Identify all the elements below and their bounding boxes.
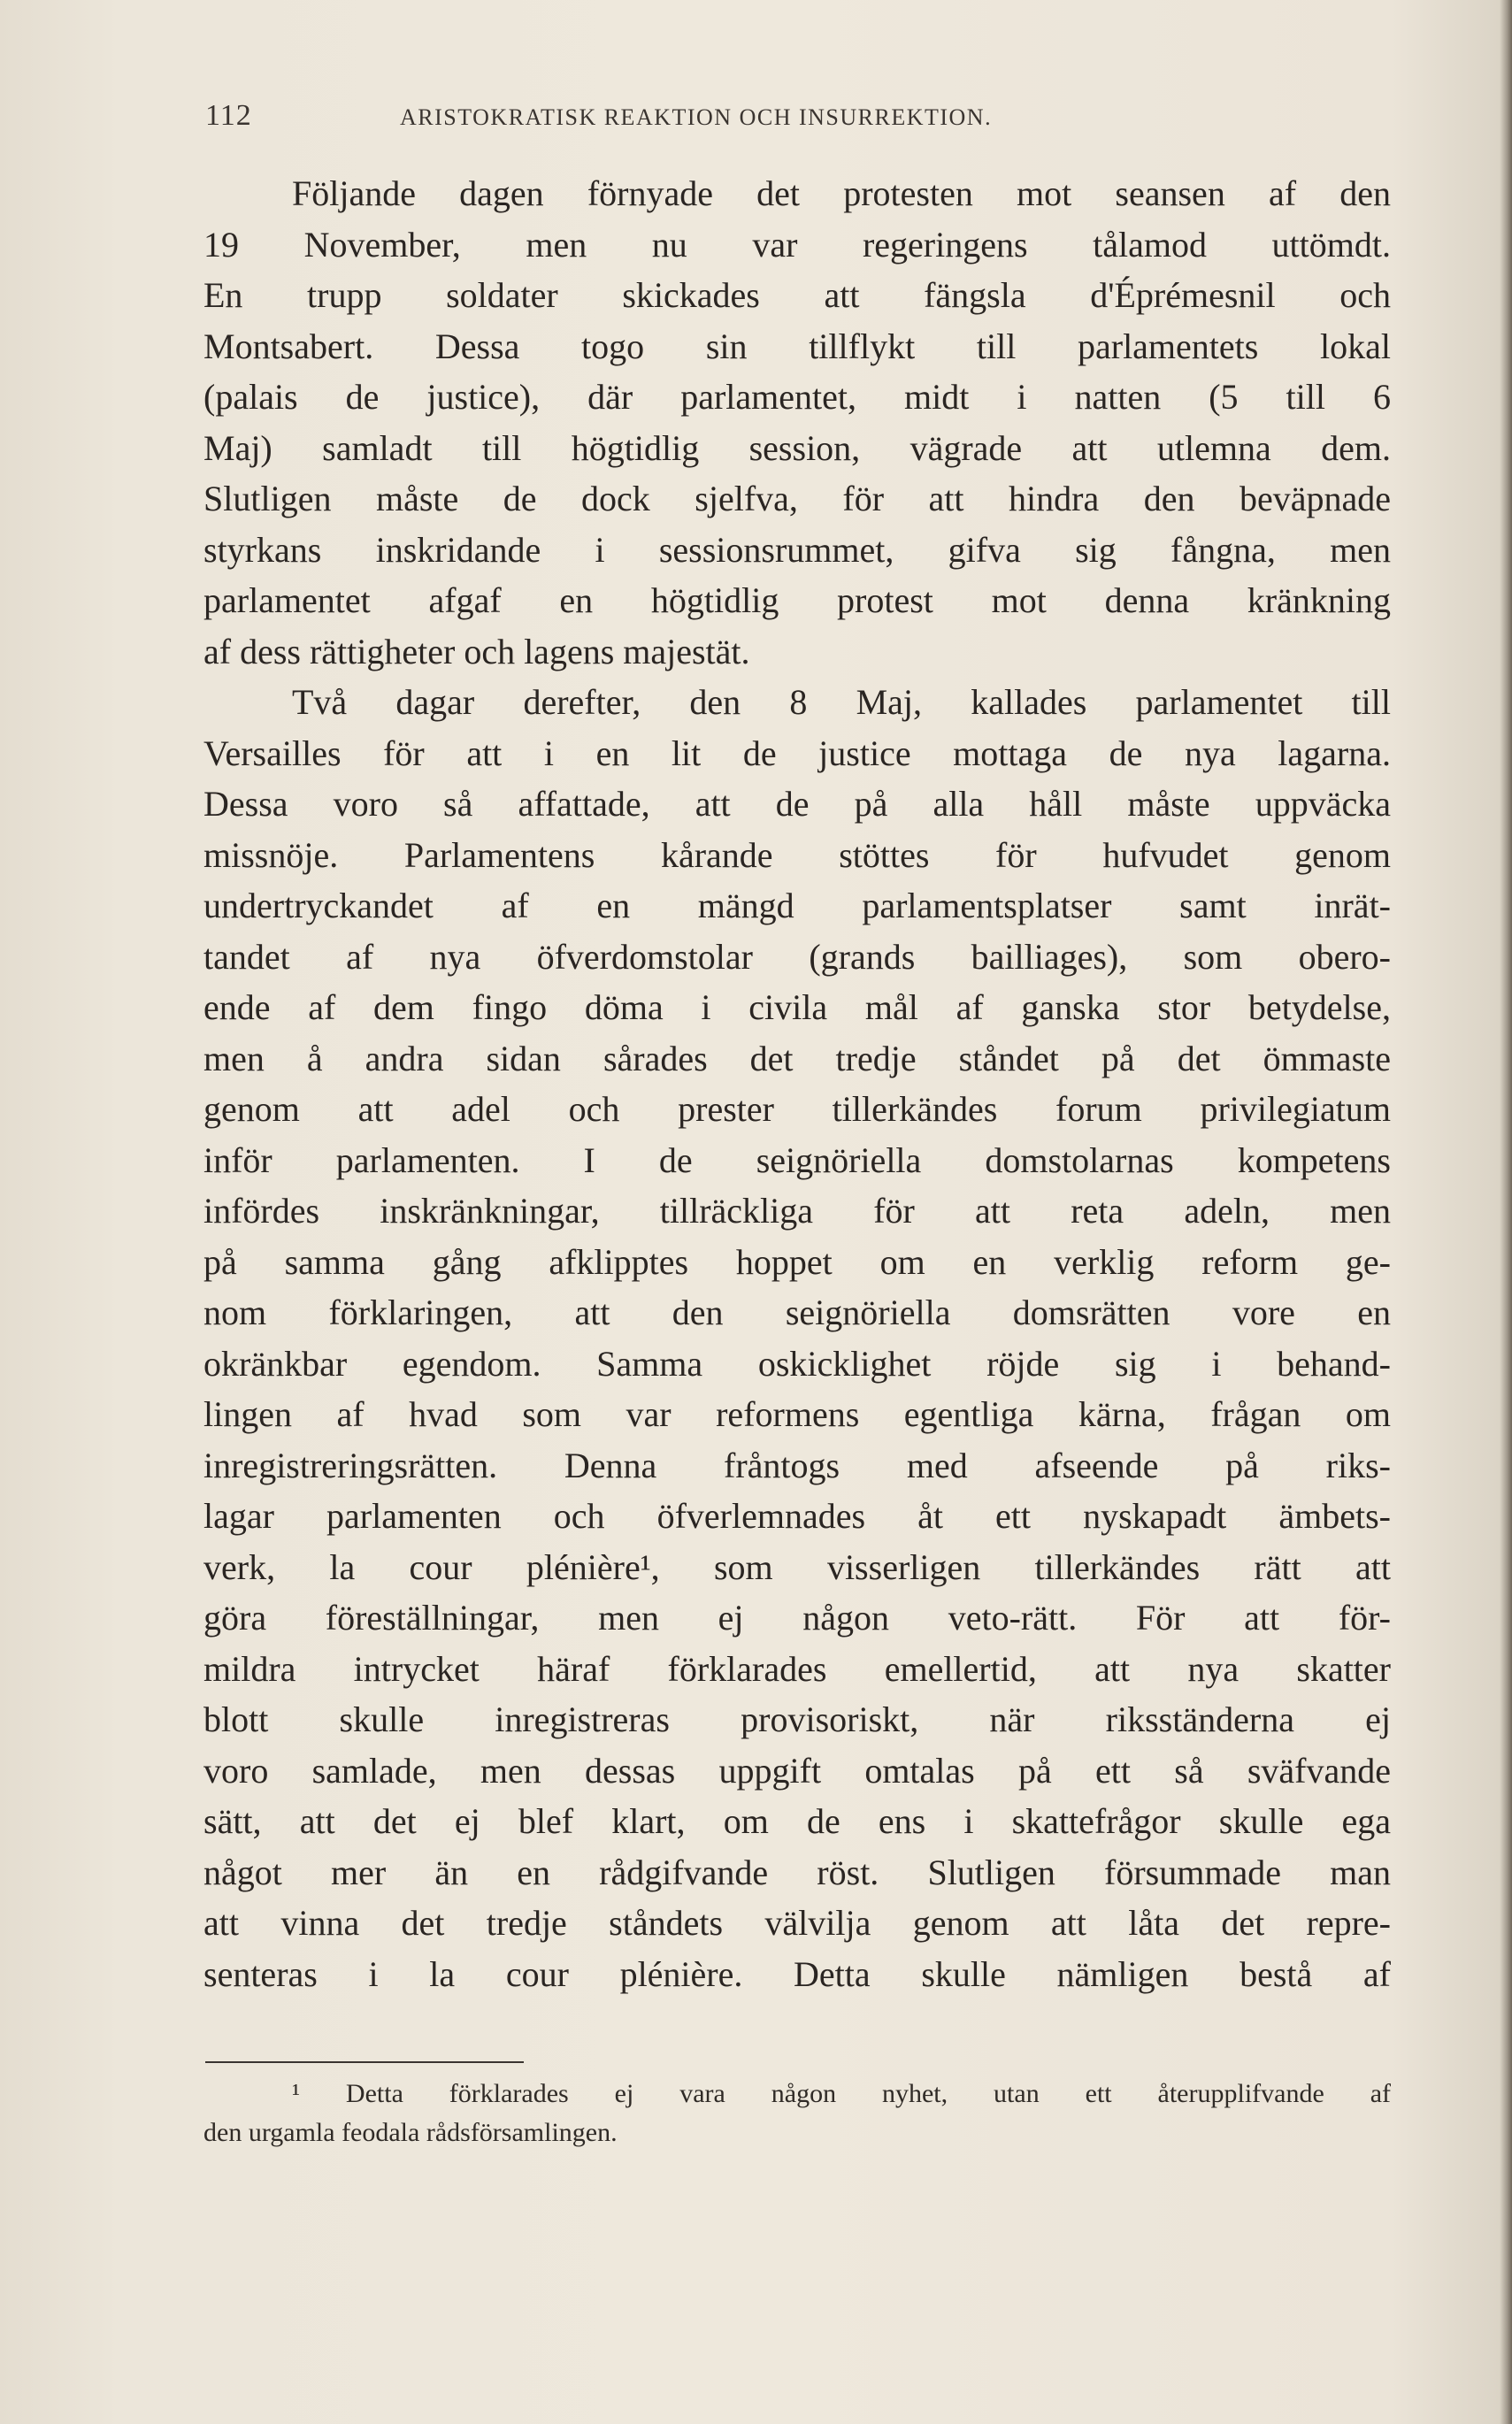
text-line: Versailles för att i en lit de justice mottaga de nya lagarna. xyxy=(203,733,1391,773)
text-line: Slutligen måste de dock sjelfva, för att hindra den beväpnade xyxy=(203,479,1391,518)
text-line: styrkans inskridande i sessionsrummet, gifva sig fångna, men xyxy=(203,529,1391,570)
footnote-line: ¹ Detta förklarades ej vara någon nyhet, utan ett återupplifvande af xyxy=(292,2079,1391,2108)
text-line: lagar parlamenten och öfverlemnades åt ett nyskapadt ämbets- xyxy=(203,1496,1391,1536)
text-line: på samma gång afklipptes hoppet om en verklig reform ge- xyxy=(203,1241,1391,1282)
text-line: En trupp soldater skickades att fängsla d'Éprémesnil och xyxy=(203,275,1391,315)
text-line: af dess rättigheter och lagens majestät. xyxy=(203,631,750,671)
text-line: voro samlade, men dessas uppgift omtalas på ett så sväfvande xyxy=(203,1750,1391,1791)
page-edge-shadow xyxy=(1500,0,1512,2424)
text-line: men å andra sidan sårades det tredje ståndet på det ömmaste xyxy=(203,1038,1391,1078)
text-line: mildra intrycket häraf förklarades emellertid, att nya skatter xyxy=(203,1648,1391,1689)
text-line: att vinna det tredje ståndets välvilja genom att låta det repre- xyxy=(203,1903,1391,1943)
text-line: nom förklaringen, att den seignöriella domsrätten vore en xyxy=(203,1293,1391,1332)
text-line: senteras i la cour plénière. Detta skulle nämligen bestå af xyxy=(203,1953,1391,1994)
text-line: Två dagar derefter, den 8 Maj, kallades parlamentet till xyxy=(292,682,1391,722)
text-line: tandet af nya öfverdomstolar (grands bailliages), som obero- xyxy=(203,936,1391,977)
text-line: sätt, att det ej blef klart, om de ens i skattefrågor skulle ega xyxy=(203,1801,1391,1841)
running-title: ARISTOKRATISK REAKTION OCH INSURREKTION. xyxy=(400,104,993,130)
page-header xyxy=(205,99,1391,143)
text-line: inregistreringsrätten. Denna fråntogs med afseende på riks- xyxy=(203,1445,1391,1485)
page-number: 112 xyxy=(205,99,252,132)
footnote xyxy=(203,2075,1391,2152)
text-line: Dessa voro så affattade, att de på alla håll måste uppväcka xyxy=(203,784,1391,824)
text-line: 19 November, men nu var regeringens tålamod uttömdt. xyxy=(203,224,1391,265)
text-line: inför parlamenten. I de seignöriella domstolarnas kompetens xyxy=(203,1139,1391,1180)
text-line: göra föreställningar, men ej någon veto-rätt. För att för- xyxy=(203,1598,1391,1638)
text-line: infördes inskränkningar, tillräckliga för att reta adeln, men xyxy=(203,1191,1391,1231)
footnote-line: den urgamla feodala rådsförsamlingen. xyxy=(203,2118,618,2147)
text-line: Montsabert. Dessa togo sin tillflykt till parlamentets lokal xyxy=(203,326,1391,366)
text-line: blott skulle inregistreras provisoriskt, när riksständerna ej xyxy=(203,1699,1391,1739)
text-line: verk, la cour plénière¹, som visserligen tillerkändes rätt att xyxy=(203,1546,1391,1587)
text-line: ende af dem fingo döma i civila mål af ganska stor betydelse, xyxy=(203,987,1391,1027)
text-line: parlamentet afgaf en högtidlig protest mot denna kränkning xyxy=(203,580,1391,620)
footnote-divider xyxy=(205,2061,524,2063)
text-line: lingen af hvad som var reformens egentliga kärna, frågan om xyxy=(203,1394,1391,1434)
text-line: Maj) samladt till högtidlig session, vägrade att utlemna dem. xyxy=(203,427,1391,468)
text-line: undertryckandet af en mängd parlamentsplatser samt inrät- xyxy=(203,886,1391,925)
body-text xyxy=(203,168,1391,1999)
text-line: (palais de justice), där parlamentet, midt i natten (5 till 6 xyxy=(203,377,1391,417)
text-line: Följande dagen förnyade det protesten mot seansen af den xyxy=(292,173,1391,213)
text-line: okränkbar egendom. Samma oskicklighet röjde sig i behand- xyxy=(203,1343,1391,1384)
text-line: något mer än en rådgifvande röst. Slutligen försummade man xyxy=(203,1852,1391,1892)
text-line: missnöje. Parlamentens kårande stöttes för hufvudet genom xyxy=(203,834,1391,875)
text-line: genom att adel och prester tillerkändes forum privilegiatum xyxy=(203,1089,1391,1129)
